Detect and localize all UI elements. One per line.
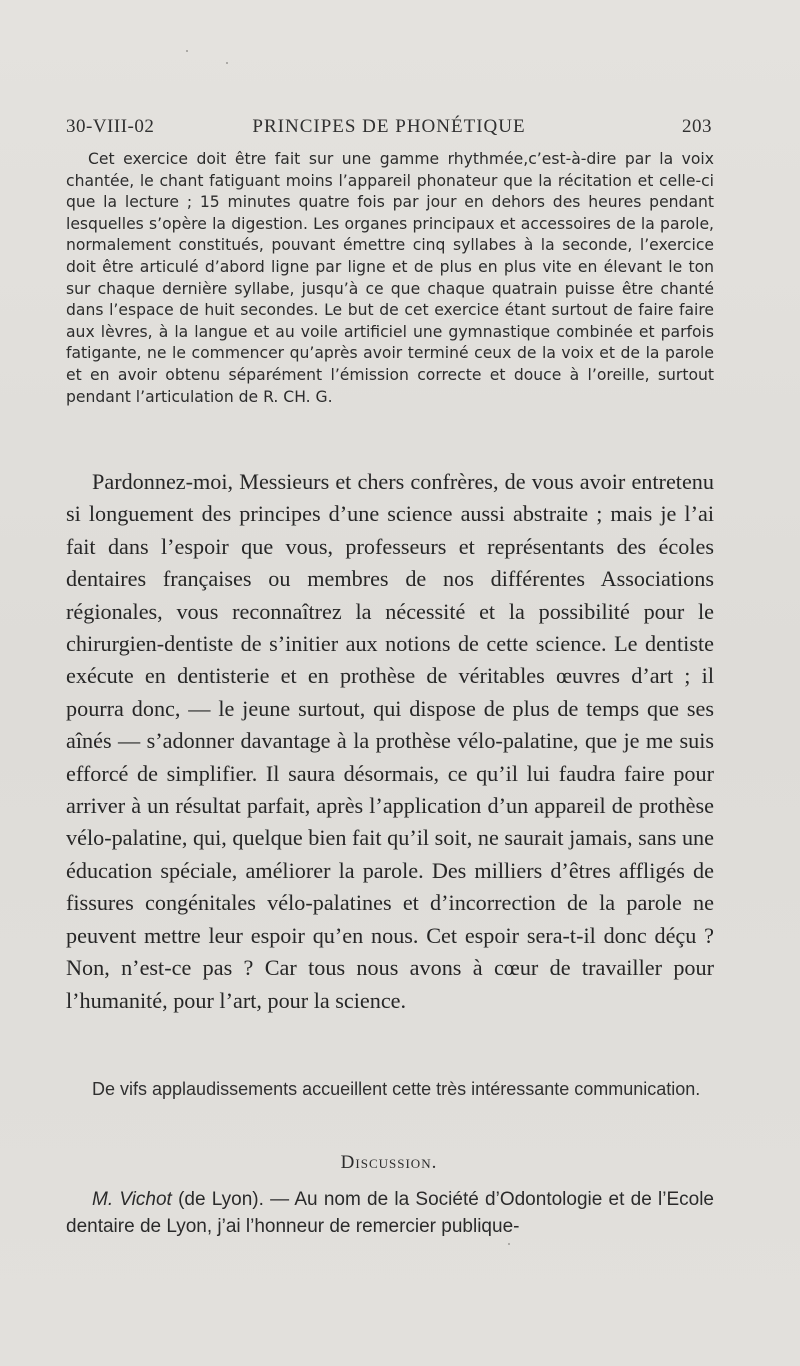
- applause-note: De vifs applaudissements accueillent cette très intéressante communication.: [92, 1079, 701, 1099]
- page-number: 203: [682, 116, 712, 137]
- paper-speck: [186, 50, 188, 52]
- header-title: PRINCIPES DE PHONÉTIQUE: [252, 116, 526, 137]
- speaker-name: M. Vichot: [92, 1189, 172, 1210]
- paper-speck: [508, 1243, 510, 1245]
- paper-speck: [226, 62, 228, 64]
- header-date: 30-VIII-02: [66, 116, 155, 137]
- discussion-speech: [66, 1186, 714, 1240]
- exercise-paragraph: Cet exercice doit être fait sur une gamme rhythmée,c’est-à-dire par la voix chantée, le chant fatiguant moins l’appareil phonateur que la récitation et celle-ci que la lecture ; 15 minutes quatre fois par jour en dehors des heures pendant lesquelles s’opère la digestion. Les organes principaux et accessoires de la parole, normalement constitués, pouvant émettre cinq syllabes à la seconde, l’exercice doit être articulé d’abord ligne par ligne et de plus en plus vite en élevant le ton sur chaque dernière syllabe, jusqu’à ce que chaque quatrain puisse être chanté dans l’espace de huit secondes. Le but de cet exercice étant surtout de faire faire aux lèvres, à la langue et au voile artificiel une gymnastique combinée et parfois fatigante, ne le commencer qu’après avoir terminé ceux de la voix et de la parole et en avoir obtenu séparément l’émission correcte et douce à l’oreille, surtout pendant l’articulation de R. CH. G.: [66, 150, 714, 406]
- closing-speech-paragraph: Pardonnez-moi, Messieurs et chers confrères, de vous avoir entretenu si longuement des principes d’une science aussi abstraite ; mais je l’ai fait dans l’espoir que vous, professeurs et représentants des écoles dentaires françaises ou membres de nos différentes Associations régionales, vous reconnaîtrez la nécessité et la possibilité pour le chirurgien-dentiste de s’initier aux notions de cette science. Le dentiste exécute en dentisterie et en prothèse de véritables œuvres d’art ; il pourra donc, — le jeune surtout, qui dispose de plus de temps que ses aînés — s’adonner davantage à la prothèse vélo-palatine, que je me suis efforcé de simplifier. Il saura désormais, ce qu’il lui faudra faire pour arriver à un résultat parfait, après l’application d’un appareil de prothèse vélo-palatine, qui, quelque bien fait qu’il soit, ne saurait jamais, sans une éducation spéciale, améliorer la parole. Des milliers d’êtres affligés de fissures congénitales vélo-palatines et d’incorrection de la parole ne peuvent mettre leur espoir qu’en nous. Cet espoir sera-t-il donc déçu ? Non, n’est-ce pas ? Car tous nous avons à cœur de travailler pour l’humanité, pour l’art, pour la science.: [66, 469, 714, 1013]
- discussion-heading: Discussion.: [340, 1152, 438, 1173]
- speaker-origin: (de Lyon). —: [171, 1189, 295, 1210]
- running-header: [66, 116, 712, 144]
- speech-text: Au nom de la Société d’Odontologie et de l’Ecole dentaire de Lyon, j’ai l’honneur de remercier publique-: [66, 1189, 714, 1237]
